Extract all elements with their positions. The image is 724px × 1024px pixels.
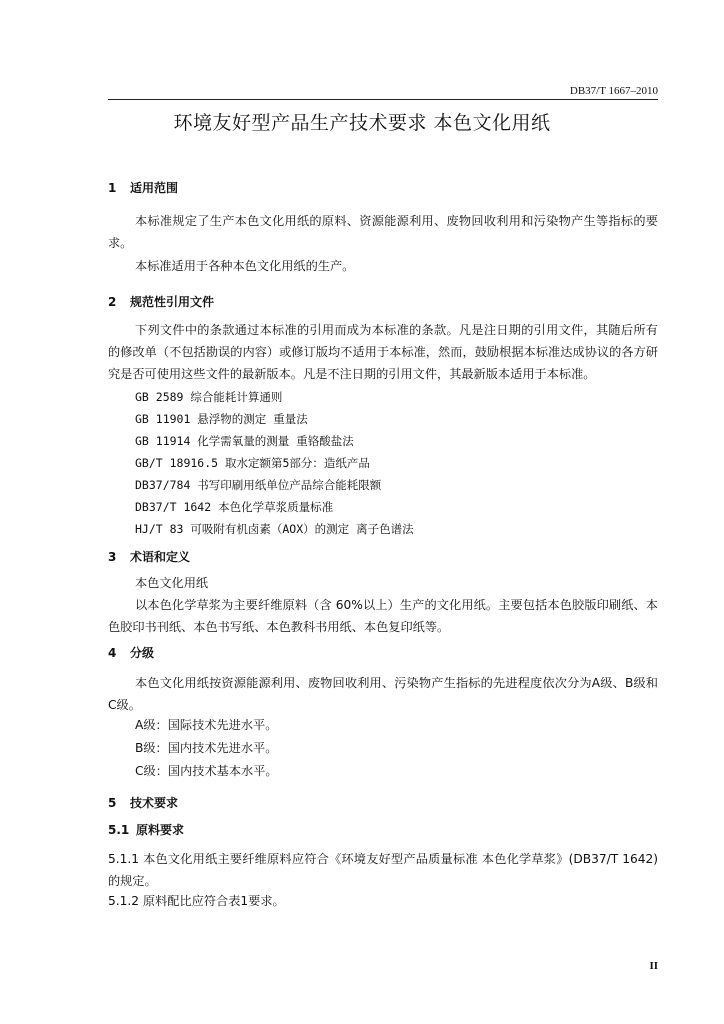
clause-5-1-2: 5.1.2 原料配比应符合表1要求。 bbox=[108, 894, 285, 908]
term-definition: 以本色化学草浆为主要纤维原料（含 60%以上）生产的文化用纸。主要包括本色胶版印刷纸、本色胶印书刊纸、本色书写纸、本色教科书用纸、本色复印纸等。 bbox=[108, 598, 658, 634]
reference-item: DB37/T 1642 本色化学草浆质量标准 bbox=[135, 500, 334, 514]
section-number: 3 bbox=[108, 550, 117, 564]
section-number: 2 bbox=[108, 295, 117, 309]
section-title: 原料要求 bbox=[136, 823, 185, 837]
header-rule bbox=[108, 99, 658, 100]
reference-item: DB37/784 书写印刷用纸单位产品综合能耗限额 bbox=[135, 478, 382, 492]
section-title: 分级 bbox=[130, 646, 155, 660]
reference-item: GB/T 18916.5 取水定额第5部分：造纸产品 bbox=[135, 456, 370, 470]
level-item: B级：国内技术先进水平。 bbox=[135, 741, 278, 755]
section-number: 5 bbox=[108, 796, 117, 810]
term-name: 本色文化用纸 bbox=[135, 576, 209, 590]
section-1-heading bbox=[108, 179, 178, 196]
page-number: II bbox=[649, 960, 658, 972]
reference-item: GB 2589 综合能耗计算通则 bbox=[135, 390, 283, 404]
section-number: 5.1 bbox=[108, 823, 130, 837]
reference-item: GB 11914 化学需氧量的测量 重铬酸盐法 bbox=[135, 434, 354, 448]
section-number: 1 bbox=[108, 181, 117, 195]
section-5-1-heading bbox=[108, 821, 184, 838]
section-title: 适用范围 bbox=[130, 181, 179, 195]
section-title: 技术要求 bbox=[130, 796, 179, 810]
section-title: 规范性引用文件 bbox=[130, 295, 215, 309]
level-item: C级：国内技术基本水平。 bbox=[135, 764, 278, 778]
classification-paragraph: 本色文化用纸按资源能源利用、废物回收利用、污染物产生指标的先进程度依次分为A级、B级和C级。 bbox=[108, 676, 658, 712]
section-3-heading bbox=[108, 548, 190, 565]
reference-item: HJ/T 83 可吸附有机卤素（AOX）的测定 离子色谱法 bbox=[135, 522, 414, 536]
document-title: 环境友好型产品生产技术要求 本色文化用纸 bbox=[173, 112, 551, 134]
normative-references-intro: 下列文件中的条款通过本标准的引用而成为本标准的条款。凡是注日期的引用文件，其随后所有的修改单（不包括勘误的内容）或修订版均不适用于本标准，然而，鼓励根据本标准达成协议的各方研究是否可使用这些文件的最新版本。凡是不注日期的引用文件，其最新版本适用于本标准。 bbox=[108, 323, 658, 381]
section-2-heading bbox=[108, 293, 214, 310]
reference-item: GB 11901 悬浮物的测定 重量法 bbox=[135, 412, 308, 426]
section-title: 术语和定义 bbox=[130, 550, 191, 564]
clause-5-1-1: 5.1.1 本色文化用纸主要纤维原料应符合《环境友好型产品质量标准 本色化学草浆》(DB37/T 1642)的规定。 bbox=[108, 852, 658, 888]
level-item: A级：国际技术先进水平。 bbox=[135, 718, 278, 732]
section-4-heading bbox=[108, 644, 154, 661]
section-5-heading bbox=[108, 794, 178, 811]
section-number: 4 bbox=[108, 646, 117, 660]
scope-applicability: 本标准适用于各种本色文化用纸的生产。 bbox=[135, 259, 355, 273]
document-code: DB37/T 1667–2010 bbox=[569, 85, 658, 97]
scope-paragraph: 本标准规定了生产本色文化用纸的原料、资源能源利用、废物回收利用和污染物产生等指标的要求。 bbox=[108, 214, 658, 250]
